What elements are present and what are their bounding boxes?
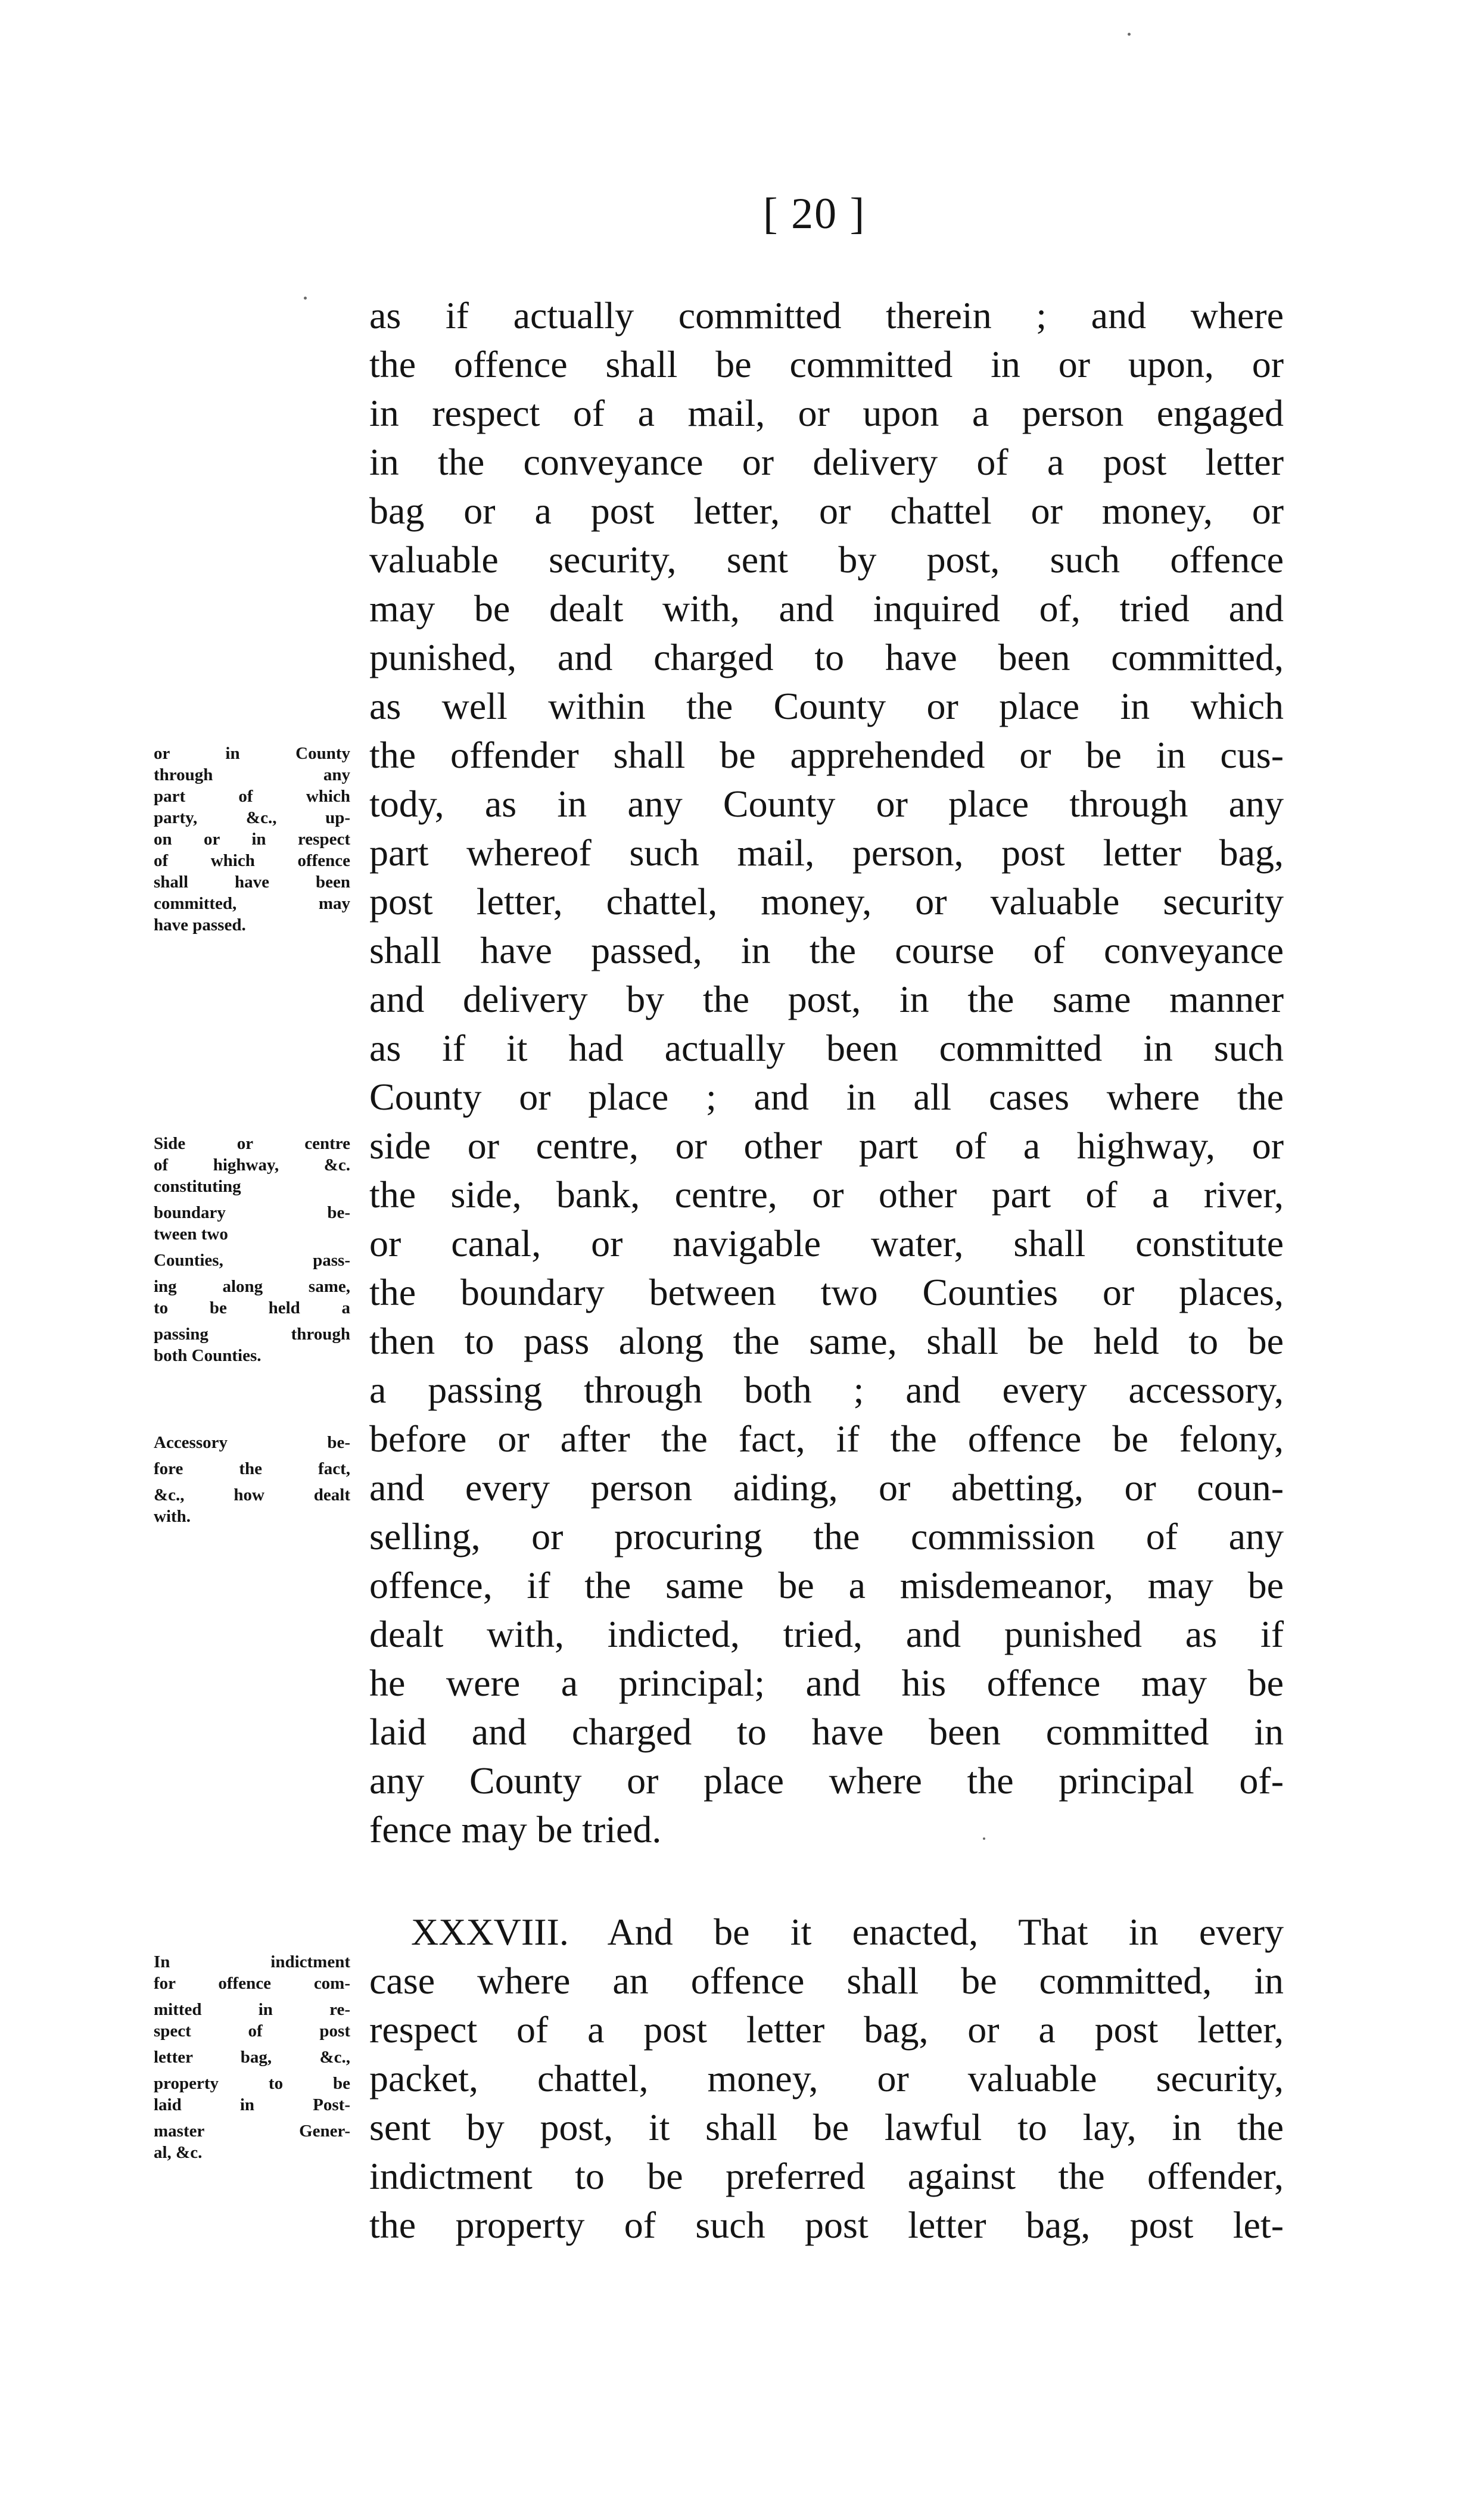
paper-speck	[983, 1837, 985, 1840]
marginal-note-line: on or in respect	[154, 830, 350, 849]
marginal-note-line: ing along same,	[154, 1277, 350, 1296]
section-line: packet, chattel, money, or valuable security,	[369, 2057, 1284, 2100]
body-line: selling, or procuring the commission of any	[369, 1515, 1284, 1558]
body-line: any County or place where the principal of-	[369, 1759, 1284, 1802]
marginal-note-line: of highway, &c.	[154, 1155, 350, 1175]
body-line: offence, if the same be a misdemeanor, may be	[369, 1564, 1284, 1606]
body-line: before or after the fact, if the offence be felony,	[369, 1418, 1284, 1460]
marginal-note-line: passing through	[154, 1325, 350, 1344]
body-line: may be dealt with, and inquired of, tried and	[369, 587, 1284, 630]
body-line: the offender shall be apprehended or be in cus-	[369, 734, 1284, 776]
section-line: case where an offence shall be committed, in	[369, 1960, 1284, 2002]
marginal-note-line: committed, may	[154, 894, 350, 913]
section-line: respect of a post letter bag, or a post letter,	[369, 2008, 1284, 2051]
marginal-note-line: In indictment	[154, 1952, 350, 1971]
marginal-note-line: part of which	[154, 787, 350, 806]
body-line: as if it had actually been committed in such	[369, 1027, 1284, 1069]
marginal-note-line: of which offence	[154, 851, 350, 870]
body-line: the boundary between two Counties or places,	[369, 1271, 1284, 1313]
marginal-note-line: to be held a	[154, 1298, 350, 1317]
marginal-note-line: party, &c., up-	[154, 808, 350, 827]
marginal-note-line: &c., how dealt	[154, 1485, 350, 1504]
paper-speck	[1128, 33, 1131, 36]
marginal-note-line: property to be	[154, 2074, 350, 2093]
body-line: tody, as in any County or place through any	[369, 783, 1284, 825]
marginal-note-line: with.	[154, 1507, 191, 1526]
body-line: the offence shall be committed in or upon, or	[369, 343, 1284, 385]
marginal-note-line: tween two	[154, 1225, 228, 1244]
body-line: punished, and charged to have been committed,	[369, 636, 1284, 678]
body-line: part whereof such mail, person, post letter bag,	[369, 831, 1284, 874]
body-line: shall have passed, in the course of conveyance	[369, 929, 1284, 971]
body-line: laid and charged to have been committed in	[369, 1711, 1284, 1753]
body-line: and every person aiding, or abetting, or coun-	[369, 1466, 1284, 1509]
page-number: [ 20 ]	[763, 189, 866, 238]
marginal-note-line: both Counties.	[154, 1346, 262, 1365]
marginal-note-line: Counties, pass-	[154, 1251, 350, 1270]
body-line: then to pass along the same, shall be held to be	[369, 1320, 1284, 1362]
marginal-note-line: Accessory be-	[154, 1433, 350, 1452]
paper-speck	[304, 297, 307, 300]
body-line: dealt with, indicted, tried, and punished as if	[369, 1613, 1284, 1655]
body-line: valuable security, sent by post, such offence	[369, 538, 1284, 581]
body-line: in the conveyance or delivery of a post letter	[369, 441, 1284, 483]
marginal-note-line: through any	[154, 765, 350, 784]
marginal-note-line: Side or centre	[154, 1134, 350, 1153]
marginal-note-line: boundary be-	[154, 1203, 350, 1222]
section-line: indictment to be preferred against the offender,	[369, 2155, 1284, 2197]
marginal-note-line: fore the fact,	[154, 1459, 350, 1478]
body-line: or canal, or navigable water, shall constitute	[369, 1222, 1284, 1264]
body-line: he were a principal; and his offence may be	[369, 1662, 1284, 1704]
section-heading-line: XXXVIII. And be it enacted, That in every	[411, 1911, 1284, 1953]
section-line: sent by post, it shall be lawful to lay, in the	[369, 2106, 1284, 2148]
marginal-note-line: master Gener-	[154, 2122, 350, 2141]
body-line: as if actually committed therein ; and where	[369, 294, 1284, 337]
marginal-note-line: laid in Post-	[154, 2095, 350, 2114]
body-line: the side, bank, centre, or other part of a river,	[369, 1173, 1284, 1216]
marginal-note-line: letter bag, &c.,	[154, 2048, 350, 2067]
marginal-note-line: al, &c.	[154, 2143, 203, 2162]
marginal-note-line: shall have been	[154, 873, 350, 892]
marginal-note-line: mitted in re-	[154, 2000, 350, 2019]
marginal-note-line: or in County	[154, 744, 350, 763]
marginal-note-line: for offence com-	[154, 1974, 350, 1993]
body-line: County or place ; and in all cases where the	[369, 1076, 1284, 1118]
body-line: and delivery by the post, in the same manner	[369, 978, 1284, 1020]
body-line: fence may be tried.	[369, 1808, 662, 1851]
body-line: a passing through both ; and every accessory,	[369, 1369, 1284, 1411]
section-line: the property of such post letter bag, post let-	[369, 2204, 1284, 2246]
body-line: as well within the County or place in which	[369, 685, 1284, 727]
body-line: bag or a post letter, or chattel or money, or	[369, 490, 1284, 532]
body-line: in respect of a mail, or upon a person engaged	[369, 392, 1284, 434]
body-line: side or centre, or other part of a highway, or	[369, 1125, 1284, 1167]
body-line: post letter, chattel, money, or valuable security	[369, 880, 1284, 923]
marginal-note-line: spect of post	[154, 2021, 350, 2041]
marginal-note-line: have passed.	[154, 915, 246, 935]
marginal-note-line: constituting	[154, 1177, 241, 1196]
